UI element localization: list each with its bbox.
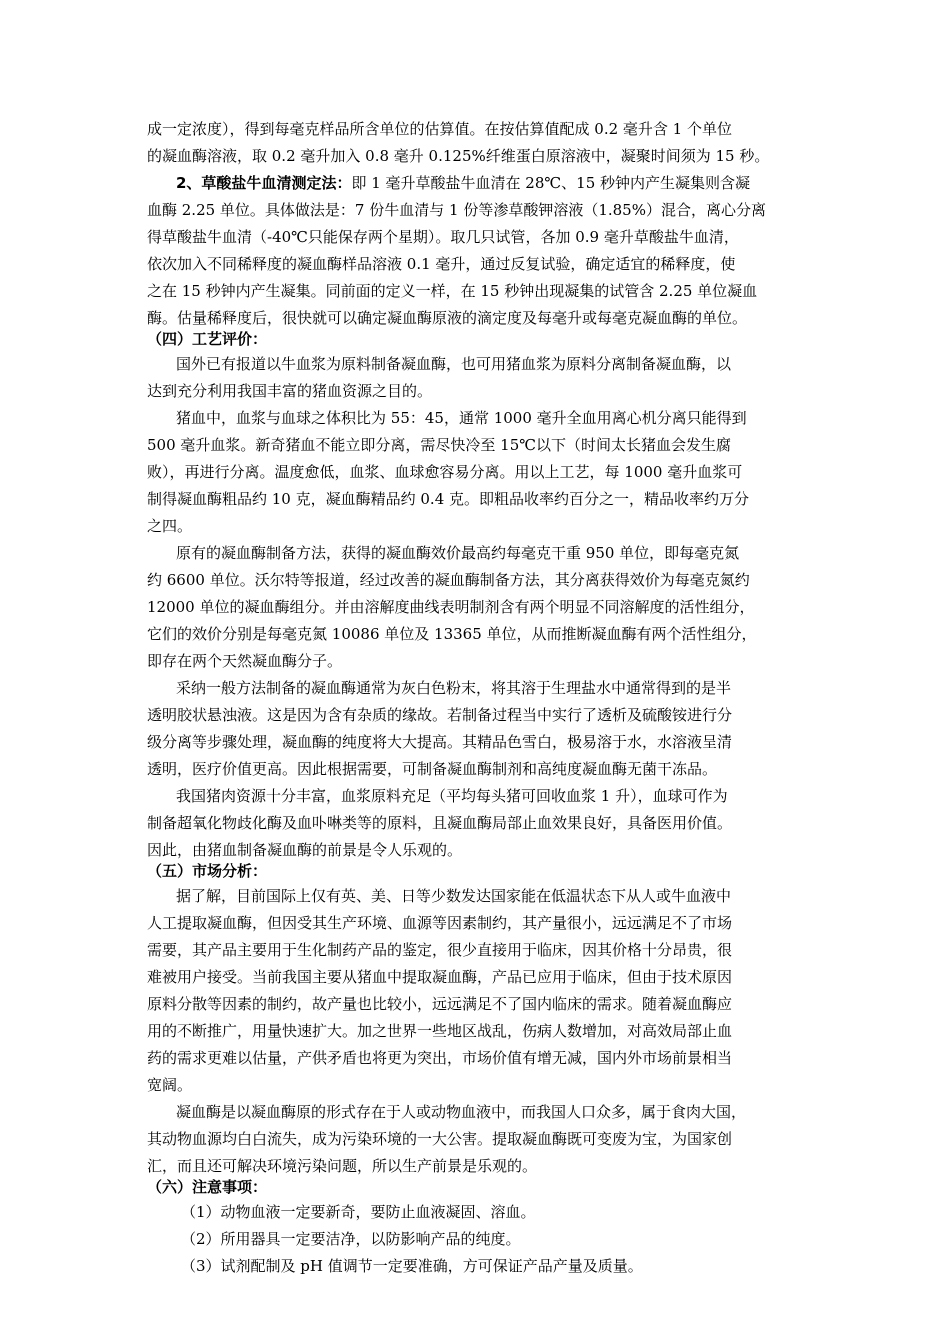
text-line: 级分离等步骤处理，凝血酶的纯度将大大提高。其精品色雪白，极易溶于水，水溶液呈清 (147, 733, 733, 751)
list-item: （3）试剂配制及 pH 值调节一定要准确，方可保证产品产量及质量。 (181, 1257, 643, 1275)
text-line: 药的需求更难以估量，产供矛盾也将更为突出，市场价值有增无减，国内外市场前景相当 (147, 1049, 733, 1067)
text-line: 透明胶状悬浊液。这是因为含有杂质的缘故。若制备过程当中实行了透析及硫酸铵进行分 (147, 706, 733, 724)
text-line: 凝血酶是以凝血酶原的形式存在于人或动物血液中，而我国人口众多，属于食肉大国， (176, 1103, 747, 1121)
text-line: 即存在两个天然凝血酶分子。 (147, 652, 343, 670)
section-heading: （六）注意事项： (147, 1178, 268, 1196)
text-line: 约 6600 单位。沃尔特等报道，经过改善的凝血酶制备方法，其分离获得效价为每毫克氮约 (147, 571, 750, 589)
text-line: 达到充分利用我国丰富的猪血资源之目的。 (147, 382, 433, 400)
text-line: 制得凝血酶粗品约 10 克，凝血酶精品约 0.4 克。即粗品收率约百分之一，精品收率约万分 (147, 490, 750, 508)
text-line (176, 173, 750, 193)
text-line: 酶。估量稀释度后，很快就可以确定凝血酶原液的滴定度及每毫升或每毫克凝血酶的单位。 (147, 309, 748, 327)
text-line: 难被用户接受。当前我国主要从猪血中提取凝血酶，产品已应用于临床，但由于技术原因 (147, 968, 733, 986)
list-item: （2）所用器具一定要洁净，以防影响产品的纯度。 (181, 1230, 521, 1248)
text-line: 败），再进行分离。温度愈低，血浆、血球愈容易分离。用以上工艺，每 1000 毫升血浆可 (147, 463, 743, 481)
text-line: 采纳一般方法制备的凝血酶通常为灰白色粉末，将其溶于生理盐水中通常得到的是半 (176, 679, 732, 697)
section-heading: （四）工艺评价： (147, 330, 268, 348)
text-line: 猪血中，血浆与血球之体积比为 55：45，通常 1000 毫升全血用离心机分离只能得到 (176, 409, 747, 427)
list-item: （1）动物血液一定要新奇，要防止血液凝固、溶血。 (181, 1203, 536, 1221)
text-line: 据了解，目前国际上仅有英、美、日等少数发达国家能在低温状态下从人或牛血液中 (176, 887, 732, 905)
text-line: 我国猪肉资源十分丰富，血浆原料充足（平均每头猪可回收血浆 1 升），血球可作为 (176, 787, 728, 805)
text-line: 透明，医疗价值更高。因此根据需要，可制备凝血酶制剂和高纯度凝血酶无菌干冻品。 (147, 760, 718, 778)
method-title: 2、草酸盐牛血清测定法： (176, 174, 352, 192)
text-line: 得草酸盐牛血清（-40℃只能保存两个星期）。取几只试管，各加 0.9 毫升草酸盐牛血清， (147, 228, 739, 246)
text-line: 原有的凝血酶制备方法，获得的凝血酶效价最高约每毫克干重 950 单位，即每毫克氮 (176, 544, 740, 562)
text-line: 需要，其产品主要用于生化制药产品的鉴定，很少直接用于临床，因其价格十分昂贵，很 (147, 941, 733, 959)
text-line: 依次加入不同稀释度的凝血酶样品溶液 0.1 毫升，通过反复试验，确定适宜的稀释度，使 (147, 255, 736, 273)
text-line: 成一定浓度），得到每毫克样品所含单位的估算值。在按估算值配成 0.2 毫升含 1 个单位 (147, 120, 732, 138)
text-line: 原料分散等因素的制约，故产量也比较小，远远满足不了国内临床的需求。随着凝血酶应 (147, 995, 733, 1013)
text-line: 其动物血源均白白流失，成为污染环境的一大公害。提取凝血酶既可变废为宝，为国家创 (147, 1130, 733, 1148)
text-line: 汇，而且还可解决环境污染问题，所以生产前景是乐观的。 (147, 1157, 538, 1175)
text-line: 500 毫升血浆。新奇猪血不能立即分离，需尽快冷至 15℃以下（时间太长猪血会发生腐 (147, 436, 732, 454)
text-line: 它们的效价分别是每毫克氮 10086 单位及 13365 单位，从而推断凝血酶有两个活性组分， (147, 625, 757, 643)
method-text: 即 1 毫升草酸盐牛血清在 28℃、15 秒钟内产生凝集则含凝 (351, 174, 751, 192)
text-line: 因此，由猪血制备凝血酶的前景是令人乐观的。 (147, 841, 463, 859)
text-line: 之四。 (147, 517, 193, 535)
text-line: 之在 15 秒钟内产生凝集。同前面的定义一样，在 15 秒钟出现凝集的试管含 2.25 单位凝血 (147, 282, 758, 300)
text-line: 12000 单位的凝血酶组分。并由溶解度曲线表明制剂含有两个明显不同溶解度的活性组分， (147, 598, 755, 616)
text-line: 血酶 2.25 单位。具体做法是：7 份牛血清与 1 份等渗草酸钾溶液（1.85%）混合，离心分离 (147, 201, 766, 219)
section-heading: （五）市场分析： (147, 862, 268, 880)
text-line: 国外已有报道以牛血浆为原料制备凝血酶，也可用猪血浆为原料分离制备凝血酶，以 (176, 355, 732, 373)
text-line: 宽阔。 (147, 1076, 193, 1094)
text-line: 用的不断推广，用量快速扩大。加之世界一些地区战乱，伤病人数增加，对高效局部止血 (147, 1022, 733, 1040)
text-line: 制备超氧化物歧化酶及血卟啉类等的原料，且凝血酶局部止血效果良好，具备医用价值。 (147, 814, 733, 832)
text-line: 人工提取凝血酶，但因受其生产环境、血源等因素制约，其产量很小，远远满足不了市场 (147, 914, 733, 932)
text-line: 的凝血酶溶液，取 0.2 毫升加入 0.8 毫升 0.125%纤维蛋白原溶液中，凝聚时间须为 15 秒。 (147, 147, 770, 165)
